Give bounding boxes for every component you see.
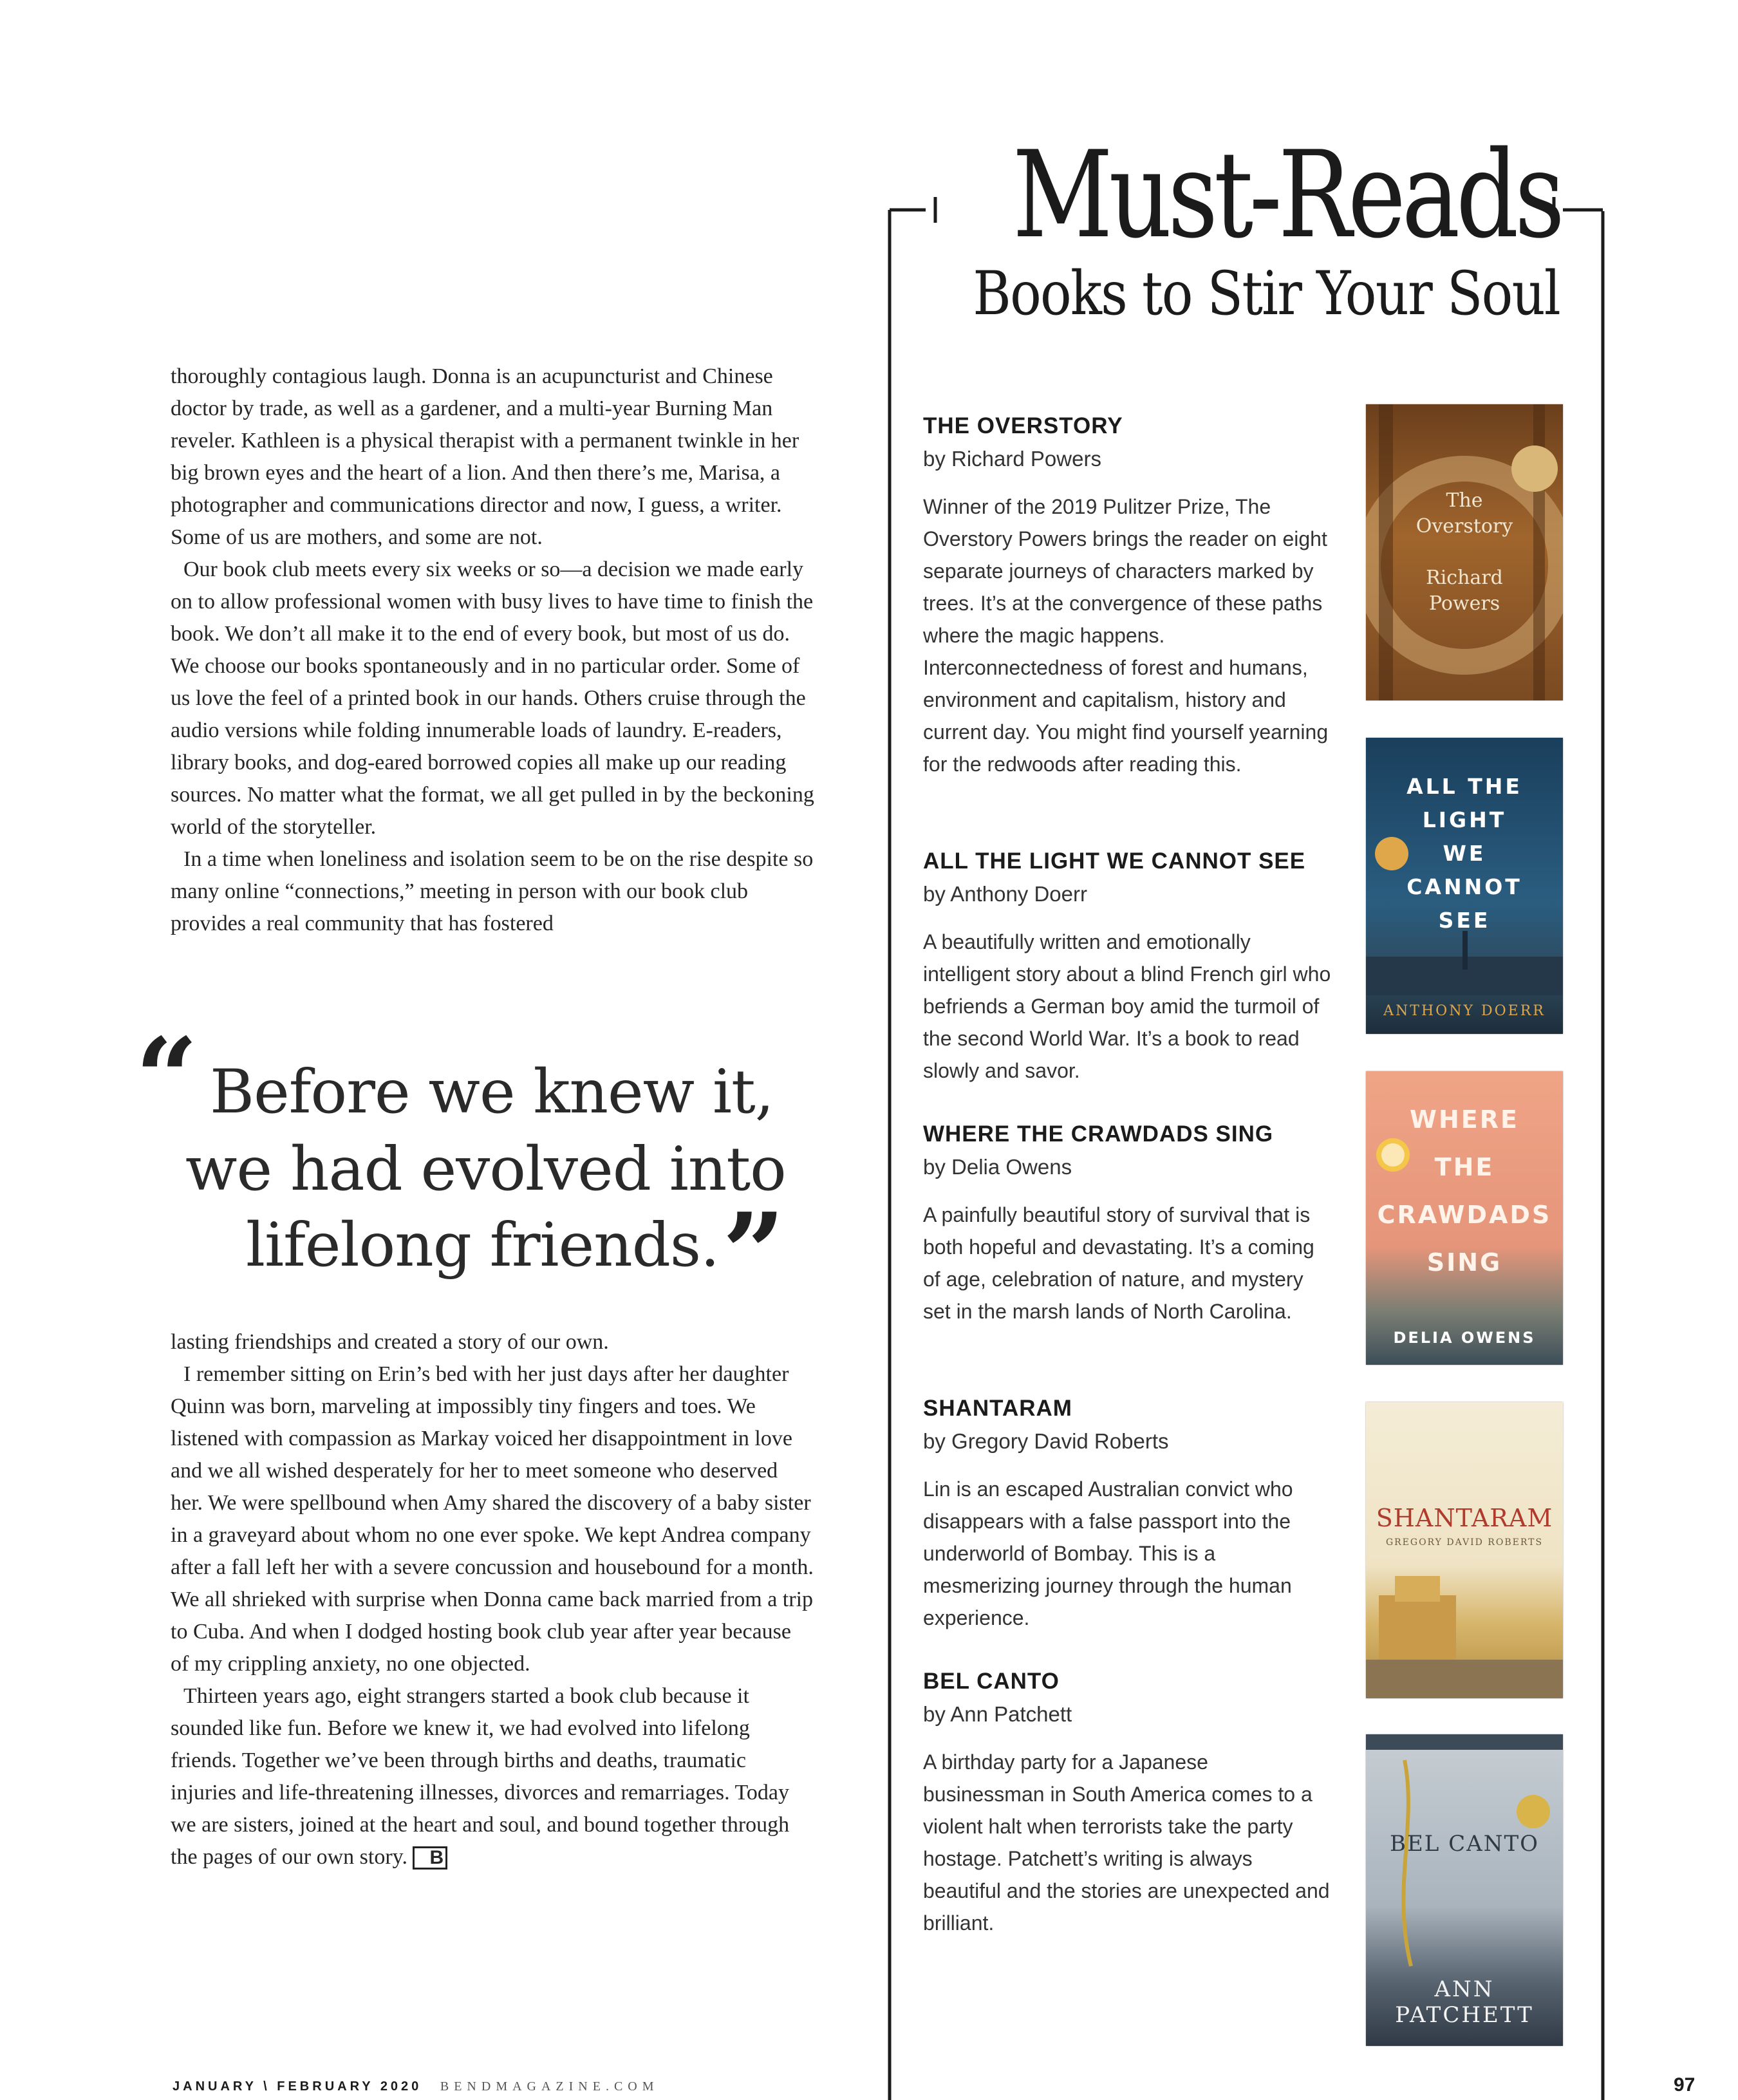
pull-quote-line: Before we knew it,: [210, 1057, 774, 1127]
book-author: by Richard Powers: [923, 447, 1101, 471]
book-entry: [923, 1118, 1335, 1327]
cover-title: CANNOT: [1406, 874, 1522, 899]
article-paragraph: [171, 1680, 814, 1873]
cover-title: WHERE: [1410, 1105, 1519, 1134]
book-title: BEL CANTO: [923, 1669, 1060, 1694]
cover-author: Richard: [1426, 567, 1503, 589]
cover-title: CRAWDADS: [1377, 1201, 1552, 1229]
book-cover-image: [1366, 738, 1563, 1034]
cover-artwork: [1366, 1402, 1563, 1698]
cover-author: Powers: [1428, 592, 1500, 615]
book-author: by Delia Owens: [923, 1155, 1072, 1179]
cover-author: GREGORY DAVID ROBERTS: [1385, 1537, 1544, 1548]
book-author: by Anthony Doerr: [923, 882, 1087, 906]
book-entry: [923, 409, 1335, 780]
book-title: THE OVERSTORY: [923, 413, 1123, 438]
article-paragraph-text: Thirteen years ago, eight strangers started a book club because it sounded like fun. Before we knew it, we had evolved into lifelong friends. Together we’ve been through births and deaths, traumatic injuries and life-threatening illnesses, divorces and remarriages. Today we are sisters, joined at the heart and soul, and bound together through the pages of our own story.: [171, 1684, 790, 1869]
cover-title: SING: [1426, 1248, 1502, 1277]
article-paragraph: Our book club meets every six weeks or so—a decision we made early on to allow professional women with busy lives to have time to finish the book. We don’t all make it to the end of every book, but most of us do. We choose our books spontaneously and in no particular order. Some of us love the feel of a printed book in our hands. Others cruise through the audio versions while folding innumerable loads of laundry. E-readers, library books, and dog-eared borrowed copies all make up our reading sources. No matter what the format, we all get pulled in by the beckoning world of the storyteller.: [171, 558, 814, 839]
page-footer: [173, 2079, 659, 2094]
book-description: Lin is an escaped Australian convict who disappears with a false passport into the underworld of Bombay. This is a mesmerizing journey through the human experience.: [923, 1477, 1293, 1629]
book-cover-image: [1366, 1734, 1563, 2046]
book-description: A beautifully written and emotionally intelligent story about a blind French girl who befriends a German boy amid the turmoil of the second World War. It’s a book to read slowly and savor.: [923, 930, 1331, 1082]
cover-author: DELIA OWENS: [1393, 1329, 1536, 1347]
cover-title: SHANTARAM: [1376, 1504, 1553, 1532]
pull-quote: [135, 1014, 811, 1318]
cover-title: Overstory: [1416, 515, 1513, 538]
article-body-top: [171, 361, 814, 940]
site-url: BENDMAGAZINE.COM: [440, 2079, 659, 2094]
page-number: 97: [1674, 2074, 1696, 2095]
cover-author: ANTHONY DOERR: [1383, 1003, 1546, 1019]
book-cover-image: [1366, 404, 1563, 700]
cover-title: The: [1446, 489, 1483, 512]
end-mark-logo: B: [413, 1846, 447, 1870]
cover-author: ANN: [1434, 1976, 1495, 2002]
book-entry: [923, 1392, 1335, 1634]
article-paragraph: lasting friendships and created a story of our own.: [171, 1330, 609, 1354]
book-entry: [923, 845, 1335, 1087]
book-title: WHERE THE CRAWDADS SING: [923, 1121, 1274, 1147]
book-cover-image: [1366, 1071, 1563, 1365]
book-title: ALL THE LIGHT WE CANNOT SEE: [923, 848, 1306, 874]
book-description: Winner of the 2019 Pulitzer Prize, The Overstory Powers brings the reader on eight separate journeys of characters marked by trees. It’s at the convergence of these paths where the magic happens. Interconnectedness of forest and humans, environment and capitalism, history and current day. You might find yourself yearning for the redwoods after reading this.: [923, 495, 1329, 776]
article-paragraph: thoroughly contagious laugh. Donna is an acupuncturist and Chinese doctor by trade, as well as a gardener, and a multi-year Burning Man reveler. Kathleen is a physical therapist with a permanent twinkle in her big brown eyes and the heart of a lion. And then there’s me, Marisa, a photographer and communications director and now, I guess, a writer. Some of us are mothers, and some are not.: [171, 364, 799, 549]
book-title: SHANTARAM: [923, 1396, 1072, 1421]
pull-quote-line: lifelong friends.: [246, 1210, 720, 1280]
cover-title: THE: [1434, 1153, 1495, 1181]
cover-title: ALL THE: [1406, 774, 1522, 799]
issue-date: JANUARY \ FEBRUARY 2020: [173, 2079, 422, 2094]
book-author: by Gregory David Roberts: [923, 1429, 1169, 1453]
article-body-bottom: [171, 1326, 814, 1873]
article-paragraph: In a time when loneliness and isolation seem to be on the rise despite so many online “connections,” meeting in person with our book club provides a real community that has fostered: [171, 847, 814, 935]
pull-quote-line: we had evolved into: [185, 1134, 786, 1205]
book-description: A painfully beautiful story of survival that is both hopeful and devastating. It’s a coming of age, celebration of nature, and mystery set in the marsh lands of North Carolina.: [923, 1203, 1314, 1323]
sidebar-title: Must-Reads: [1012, 125, 1561, 265]
close-quote-mark: ”: [722, 1189, 785, 1318]
sidebar-subtitle: Books to Stir Your Soul: [973, 259, 1560, 329]
cover-title: BEL CANTO: [1389, 1831, 1540, 1857]
cover-title: LIGHT: [1422, 807, 1507, 832]
cover-author: PATCHETT: [1395, 2002, 1534, 2028]
cover-title: WE: [1443, 841, 1486, 866]
book-description: A birthday party for a Japanese businessman in South America comes to a violent halt when terrorists take the party hostage. Patchett’s writing is always beautiful and the stories are unexpected and brilliant.: [923, 1750, 1330, 1935]
article-paragraph: I remember sitting on Erin’s bed with her just days after her daughter Quinn was born, marveling at impossibly tiny fingers and toes. We listened with compassion as Markay voiced her disappointment in love and we all wished desperately for her to meet someone who deserved her. We were spellbound when Amy shared the discovery of a baby sister in a graveyard about whom no one ever spoke. We kept Andrea company after a fall left her with a severe concussion and housebound for a month. We all shrieked with surprise when Donna came back married from a trip to Cuba. And when I dodged hosting book club year after year because of my crippling anxiety, no one objected.: [171, 1362, 814, 1676]
cover-title: SEE: [1438, 908, 1491, 933]
book-cover-image: [1366, 1402, 1563, 1698]
book-author: by Ann Patchett: [923, 1702, 1072, 1726]
book-entry: [923, 1665, 1335, 1939]
open-quote-mark: “: [135, 1014, 198, 1143]
